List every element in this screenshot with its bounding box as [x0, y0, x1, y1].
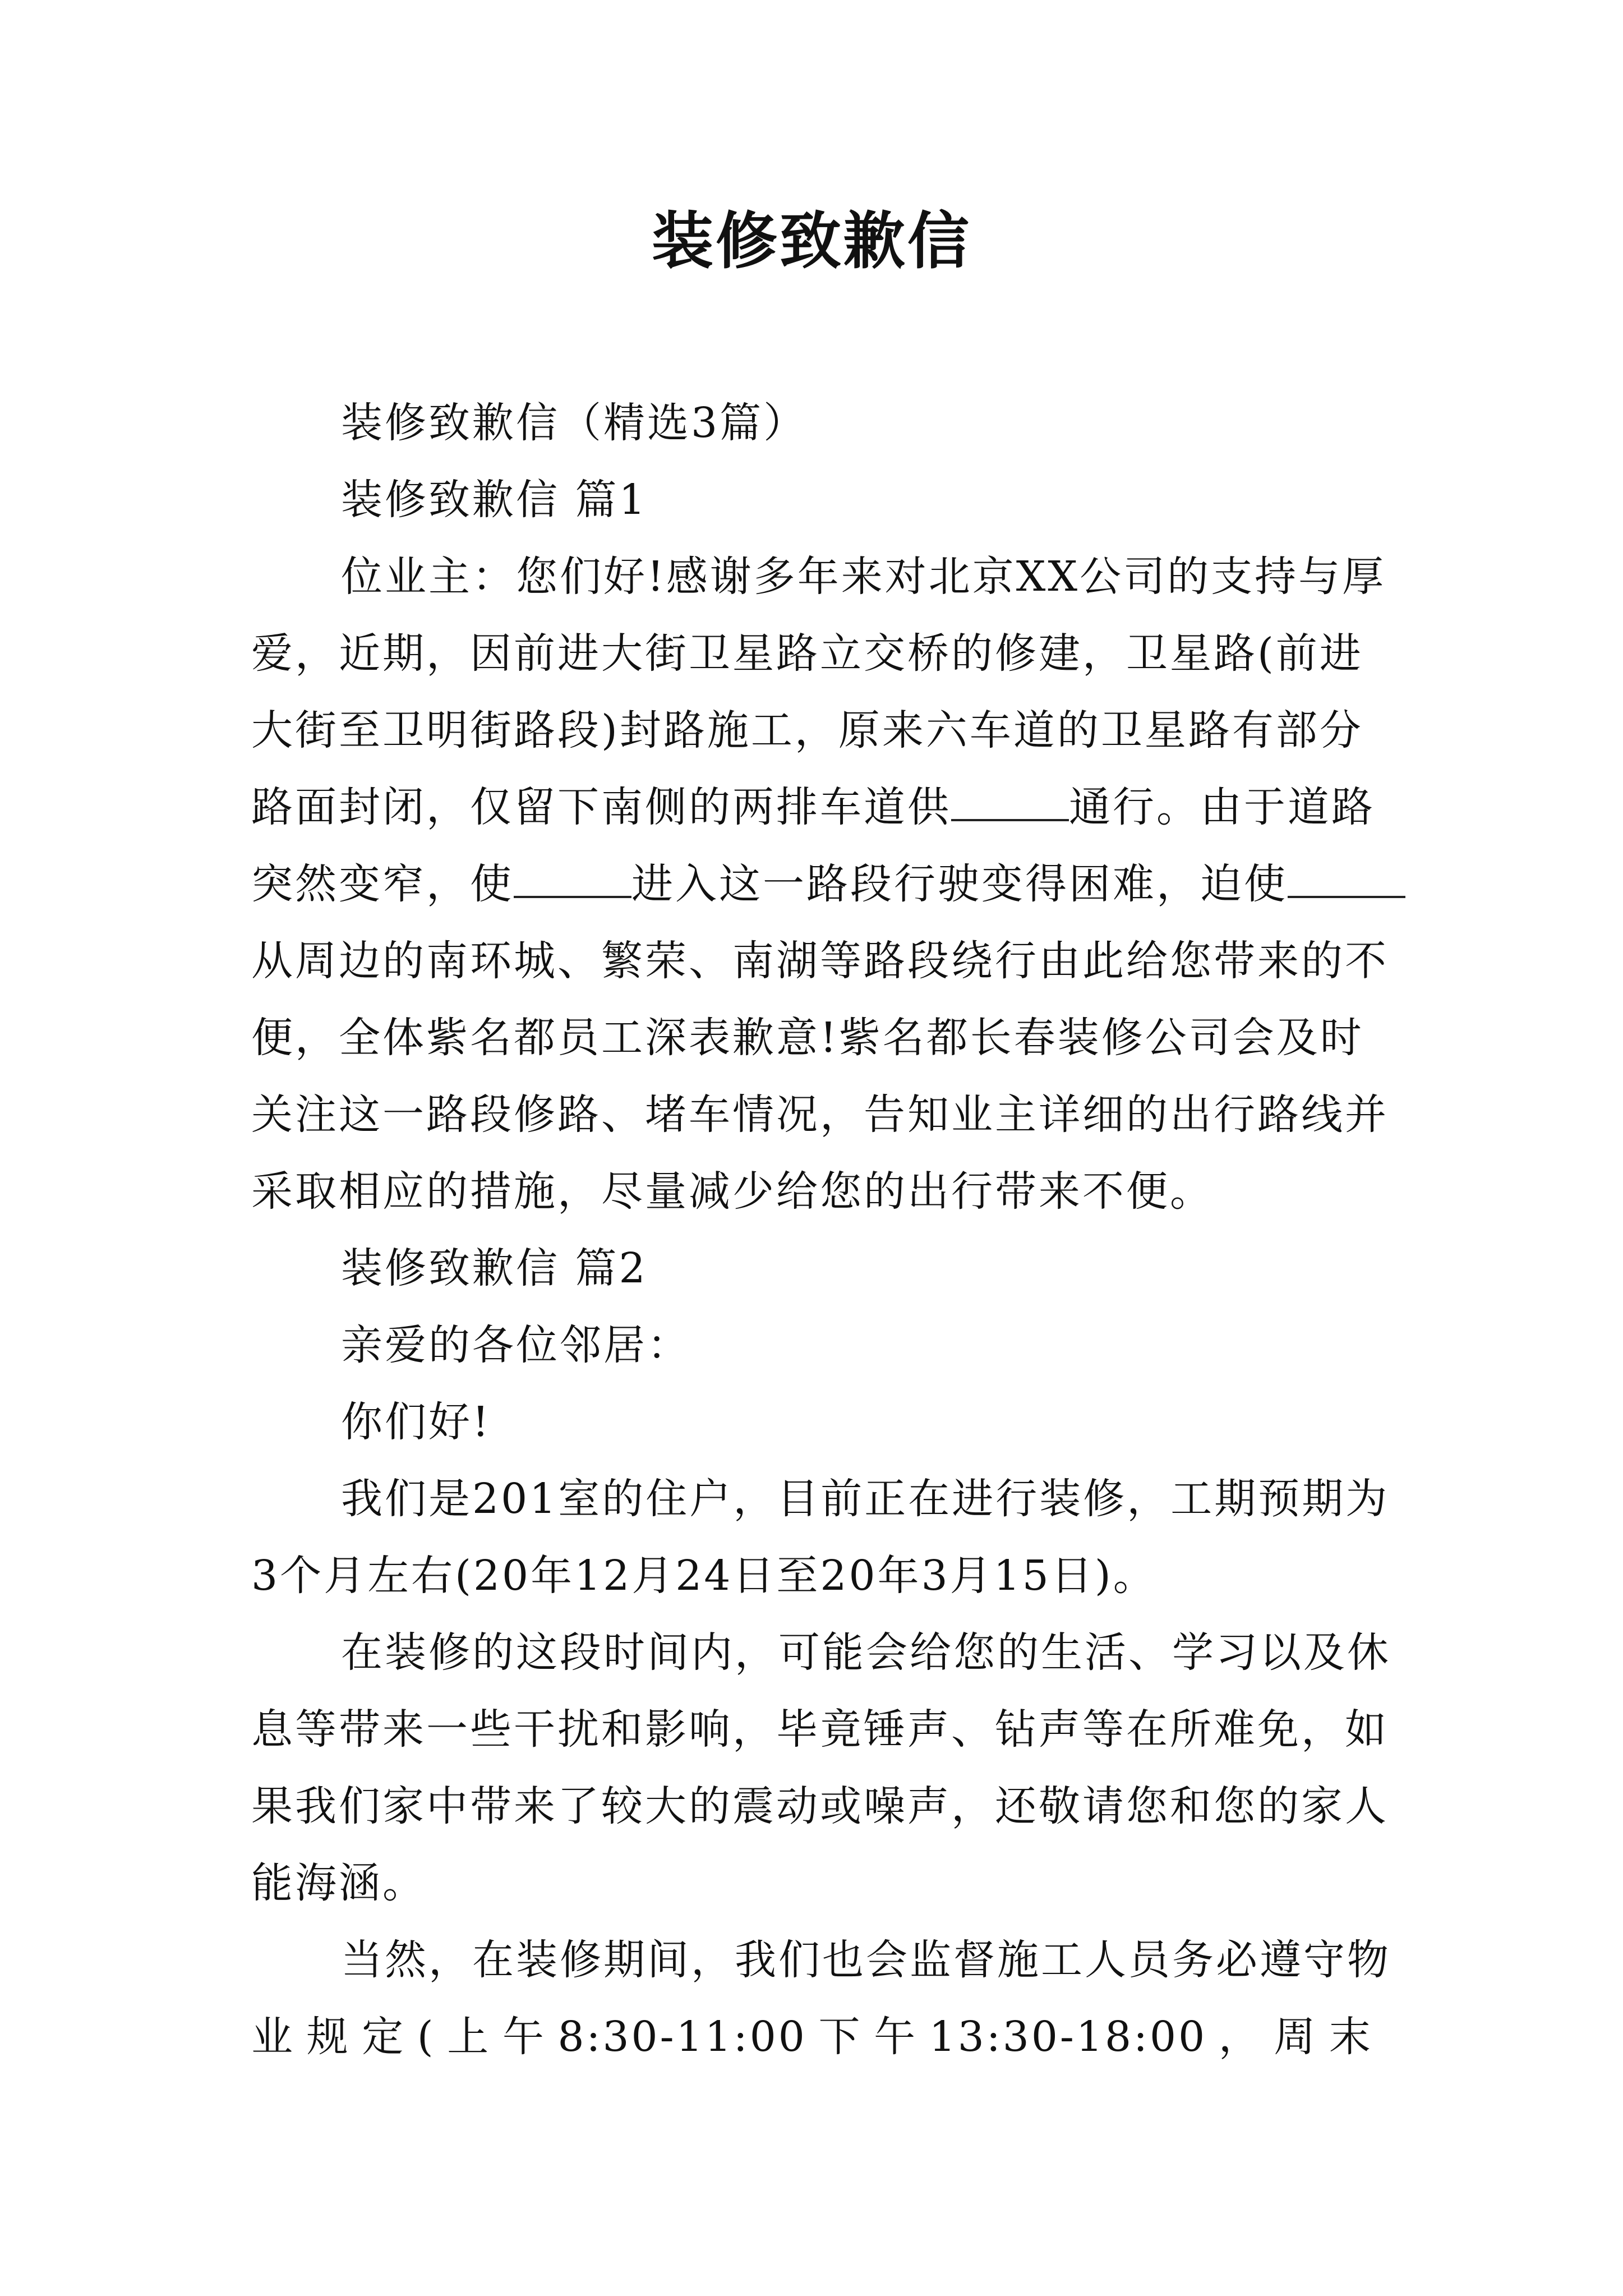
letter1-line: 关注这一路段修路、堵车情况，告知业主详细的出行路线并	[251, 1091, 1389, 1139]
letter1-heading: 装修致歉信 篇1	[341, 476, 648, 524]
token: 13:30-18:00	[929, 2013, 1207, 2061]
token: 业	[251, 2013, 295, 2061]
letter1-line: 爱，近期，因前进大街卫星路立交桥的修建，卫星路(前进	[251, 629, 1363, 678]
letter2-line: 3个月左右(20年12月24日至20年3月15日)。	[251, 1552, 1157, 1600]
letter2-paragraph-2	[251, 1614, 1391, 1922]
letter1-line	[251, 769, 1373, 846]
token: 末	[1329, 2013, 1373, 2061]
token: 午	[502, 2013, 546, 2061]
letter2-line: 我们是201室的住户，目前正在进行装修，工期预期为	[341, 1475, 1390, 1523]
document-subtitle: 装修致歉信（精选3篇）	[341, 399, 808, 447]
token: 8:30-11:00	[557, 2013, 807, 2061]
fill-blank	[514, 857, 631, 898]
letter2-line: 当然，在装修期间，我们也会监督施工人员务必遵守物	[341, 1936, 1391, 1984]
token: 上	[447, 2013, 491, 2061]
letter2-paragraph-3	[251, 1922, 1391, 2076]
token: 下	[818, 2013, 863, 2061]
document-body	[251, 385, 1391, 2076]
token: 周	[1274, 2013, 1318, 2061]
letter2-greeting: 你们好!	[341, 1398, 491, 1446]
fill-blank	[1288, 857, 1405, 898]
letter2-justified-line	[251, 1999, 1373, 2076]
token: ，	[1218, 2013, 1262, 2061]
letter1-line4-before: 路面封闭，仅留下南侧的两排车道供	[251, 783, 951, 831]
letter1-line4-after: 通行。由于道路	[1069, 783, 1375, 831]
token: 规	[306, 2013, 351, 2061]
token: 午	[874, 2013, 918, 2061]
letter1-line5-part2: 进入这一路段行驶变得困难，迫使	[631, 860, 1288, 908]
token: 定	[362, 2013, 406, 2061]
letter1-line: 便，全体紫名都员工深表歉意!紫名都长春装修公司会及时	[251, 1014, 1364, 1062]
letter2-line: 息等带来一些干扰和影响，毕竟锤声、钻声等在所难免，如	[251, 1705, 1389, 1754]
letter2-line: 果我们家中带来了较大的震动或噪声，还敬请您和您的家人	[251, 1782, 1389, 1830]
token: (	[417, 2013, 436, 2061]
letter2-line: 在装修的这段时间内，可能会给您的生活、学习以及休	[341, 1628, 1391, 1677]
letter2-paragraph-1	[251, 1461, 1390, 1614]
letter2-line: 能海涵。	[251, 1859, 426, 1907]
fill-blank	[951, 780, 1069, 821]
letter2-heading: 装修致歉信 篇2	[341, 1244, 648, 1292]
letter1-body	[251, 539, 1389, 1230]
letter1-line: 采取相应的措施，尽量减少给您的出行带来不便。	[251, 1167, 1214, 1216]
letter1-line: 位业主：您们好!感谢多年来对北京XX公司的支持与厚	[341, 553, 1386, 601]
letter1-line5-part1: 突然变窄，使	[251, 860, 514, 908]
letter1-line: 大街至卫明街路段)封路施工，原来六车道的卫星路有部分	[251, 706, 1363, 754]
letter1-line: 从周边的南环城、繁荣、南湖等路段绕行由此给您带来的不	[251, 937, 1389, 985]
document-title: 装修致歉信	[652, 205, 971, 277]
letter1-line	[251, 846, 1373, 923]
letter2-salutation: 亲爱的各位邻居：	[341, 1321, 691, 1369]
